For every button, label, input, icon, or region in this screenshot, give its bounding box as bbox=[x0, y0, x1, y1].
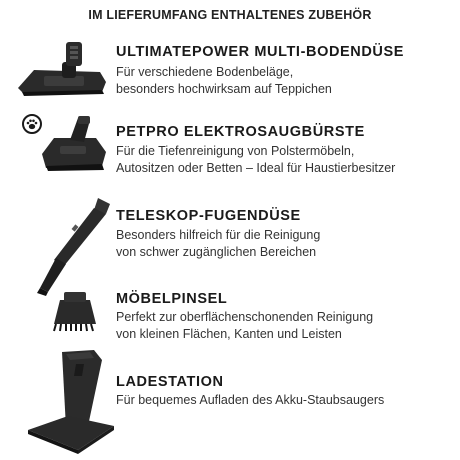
item-title: ULTIMATEPOWER MULTI-BODENDÜSE bbox=[116, 44, 405, 60]
item-title: TELESKOP-FUGENDÜSE bbox=[116, 208, 301, 224]
charging-station-icon bbox=[24, 346, 116, 456]
item-title: LADESTATION bbox=[116, 374, 224, 390]
item-desc-line: Für bequemes Aufladen des Akku-Staubsaugers bbox=[116, 393, 385, 407]
item-desc-line: Für die Tiefenreinigung von Polstermöbeln, bbox=[116, 144, 355, 158]
pet-brush-icon bbox=[40, 114, 110, 172]
item-desc-line: Perfekt zur oberflächenschonenden Reinigung bbox=[116, 310, 374, 324]
page-title: IM LIEFERUMFANG ENTHALTENES ZUBEHÖR bbox=[88, 8, 372, 22]
crevice-tool-icon bbox=[28, 196, 114, 296]
item-desc-line: besonders hochwirksam auf Teppichen bbox=[116, 82, 332, 96]
item-desc-line: Für verschiedene Bodenbeläge, bbox=[116, 65, 294, 79]
item-desc-line: Autositzen oder Betten – Ideal für Haustierbesitzer bbox=[116, 161, 396, 175]
item-desc-line: Besonders hilfreich für die Reinigung bbox=[116, 228, 321, 242]
item-title: PETPRO ELEKTROSAUGBÜRSTE bbox=[116, 124, 365, 140]
item-desc-line: von schwer zugänglichen Bereichen bbox=[116, 245, 317, 259]
furniture-brush-icon bbox=[50, 290, 100, 332]
floor-nozzle-icon bbox=[14, 36, 110, 100]
item-desc-line: von kleinen Flächen, Kanten und Leisten bbox=[116, 327, 342, 341]
paw-icon bbox=[22, 114, 42, 134]
item-title: MÖBELPINSEL bbox=[116, 291, 228, 307]
